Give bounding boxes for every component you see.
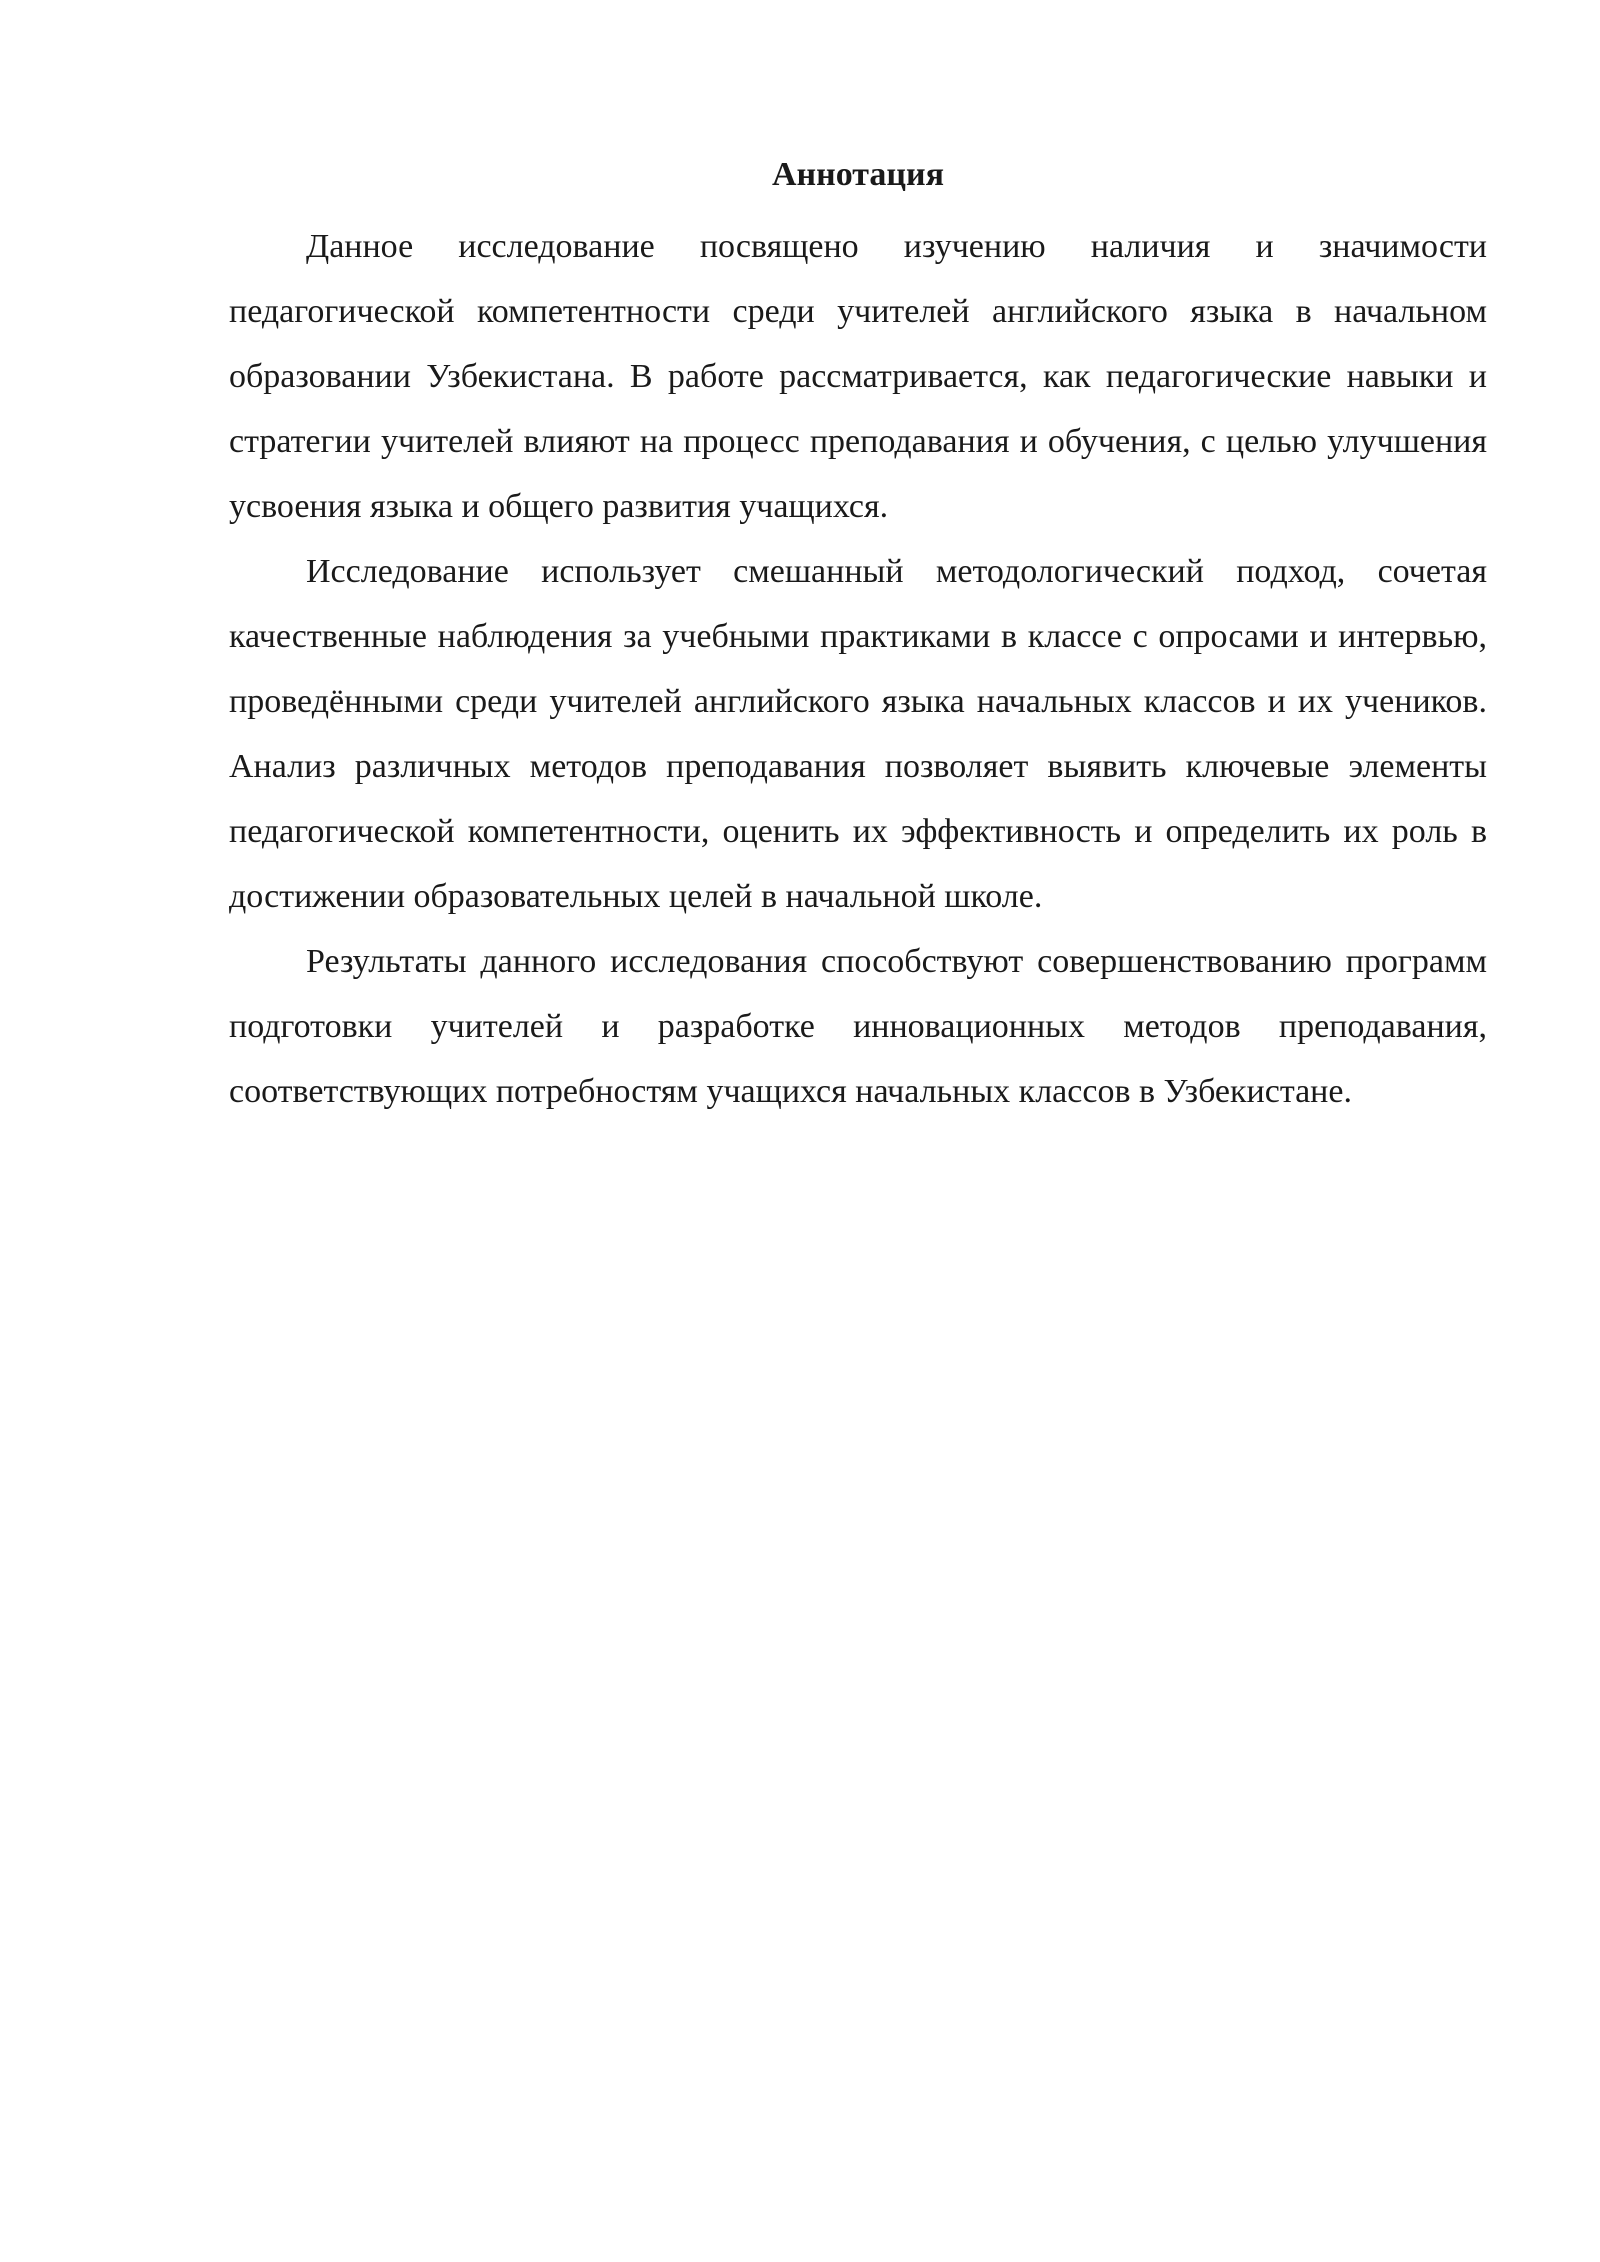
paragraph-2: Исследование использует смешанный методологический подход, сочетая качественные наблюдения за учебными практиками в классе с опросами и интервью, проведёнными среди учителей английского языка начальных классов и их учеников. Анализ различных методов преподавания позволяет выявить ключевые элементы педагогической компетентности, оценить их эффективность и определить их роль в достижении образовательных целей в начальной школе. <box>229 553 1487 915</box>
document-body <box>229 146 1487 1124</box>
paragraph-1: Данное исследование посвящено изучению наличия и значимости педагогической компетентности среди учителей английского языка в начальном образовании Узбекистана. В работе рассматривается, как педагогические навыки и стратегии учителей влияют на процесс преподавания и обучения, с целью улучшения усвоения языка и общего развития учащихся. <box>229 228 1487 525</box>
paragraph-3: Результаты данного исследования способствуют совершенствованию программ подготовки учителей и разработке инновационных методов преподавания, соответствующих потребностям учащихся начальных классов в Узбекистане. <box>229 943 1487 1110</box>
document-title: Аннотация <box>772 156 944 193</box>
